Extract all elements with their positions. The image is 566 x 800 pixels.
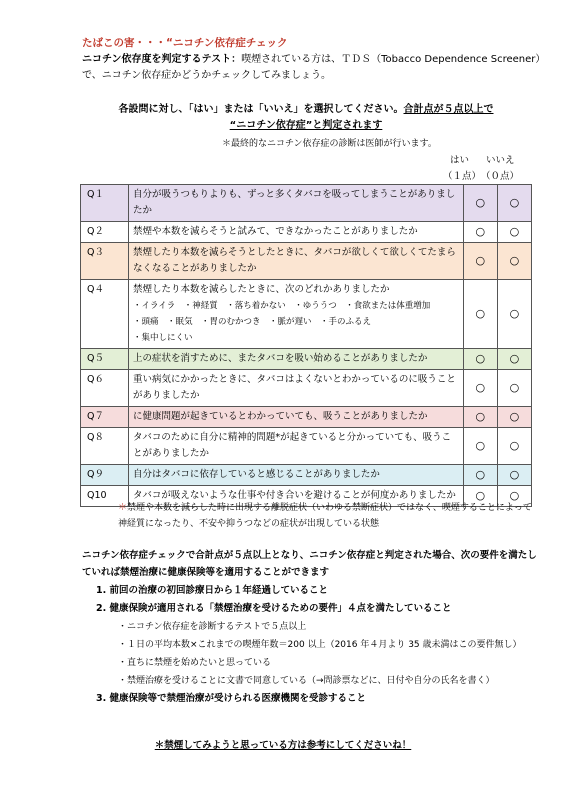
- question-text: 上の症状を消すために、またタバコを吸い始めることがありましたか: [128, 349, 463, 370]
- answer-yes-circle[interactable]: ○: [463, 465, 497, 486]
- answer-no-circle[interactable]: ○: [497, 370, 531, 407]
- answer-no-circle[interactable]: ○: [497, 349, 531, 370]
- closing-message: ＊禁煙してみようと思っている方は参考にしてくださいね！: [154, 740, 412, 751]
- question-text: 自分が吸うつもりよりも、ずっと多くタバコを吸ってしまうことがありましたか: [128, 185, 463, 222]
- answer-no-circle[interactable]: ○: [497, 428, 531, 465]
- page-title: たばこの害・・・“ニコチン依存症チェック: [82, 37, 288, 49]
- question-number: Q５: [81, 349, 129, 370]
- symptom-line: ・集中しにくい: [132, 333, 193, 343]
- answer-points-no: （０点）: [481, 171, 520, 182]
- question-row: [81, 280, 532, 349]
- answer-yes-circle[interactable]: ○: [463, 407, 497, 428]
- question-text: 重い病気にかかったときに、タバコはよくないとわかっているのに吸うことがありましたか: [128, 370, 463, 407]
- question-text: 禁煙や本数を減らそうと試みて、できなかったことがありましたか: [128, 222, 463, 243]
- answer-yes-circle[interactable]: ○: [463, 222, 497, 243]
- question-table: [80, 184, 532, 507]
- instruction-line1: 各設問に対し、「はい」または「いいえ」を選択してください。: [118, 104, 404, 115]
- answer-no-circle[interactable]: ○: [497, 280, 531, 349]
- instruction: [96, 102, 516, 134]
- requirement-item: 3. 健康保険等で禁煙治療が受けられる医療機関を受診すること: [96, 693, 367, 704]
- insurance-condition: ニコチン依存症チェックで合計点が５点以上となり、ニコチン依存症と判定された場合、次の要件を満たしていれば禁煙治療に健康保険等を適用することができます: [82, 550, 537, 578]
- answer-no-circle[interactable]: ○: [497, 243, 531, 280]
- answer-yes-circle[interactable]: ○: [463, 349, 497, 370]
- requirement-sub-item: ・禁煙治療を受けることに文書で同意している（→問診票などに、日付や自分の氏名を書く）: [118, 676, 495, 686]
- question-row: [81, 428, 532, 465]
- question-text: 禁煙したり本数を減らしたときに、次のどれかありましたか: [132, 284, 390, 295]
- answer-points-yes: （１点）: [443, 171, 482, 182]
- question-number: Q３: [81, 243, 129, 280]
- question-row: [81, 370, 532, 407]
- question-text: に健康問題が起きているとわかっていても、吸うことがありましたか: [128, 407, 463, 428]
- requirement-item: 2. 健康保険が適用される「禁煙治療を受けるための要件」４点を満たしていること: [96, 603, 452, 614]
- footnote-text: 禁煙や本数を減らした時に出現する離脱症状（いわゆる禁断症状）ではなく、喫煙することによって神経質になったり、不安や抑うつなどの症状が出現している状態: [118, 503, 532, 529]
- instruction-line2: “ニコチン依存症”と判定されます: [229, 120, 383, 131]
- answer-yes-circle[interactable]: ○: [463, 486, 497, 507]
- footnote: [118, 500, 538, 532]
- requirement-item: 1. 前回の治療の初回診療日から１年経過していること: [96, 585, 329, 596]
- question-text: タバコが吸えないような仕事や付き合いを避けることが何度かありましたか: [128, 486, 463, 507]
- question-number: Q７: [81, 407, 129, 428]
- question-number: Q２: [81, 222, 129, 243]
- question-text: 禁煙したり本数を減らそうとしたときに、タバコが欲しくて欲しくてたまらなくなることがありましたか: [128, 243, 463, 280]
- question-row: [81, 465, 532, 486]
- question-row: [81, 222, 532, 243]
- question-number: Q10: [81, 486, 129, 507]
- question-row: [81, 407, 532, 428]
- intro-text: 喫煙されている方は、ＴＤＳ（Tobacco Dependence Screener）で、ニコチン依存症かどうかチェックしてみましょう。: [82, 54, 541, 81]
- question-number: Q８: [81, 428, 129, 465]
- answer-no-circle[interactable]: ○: [497, 185, 531, 222]
- answer-no-circle[interactable]: ○: [497, 222, 531, 243]
- answer-yes-circle[interactable]: ○: [463, 185, 497, 222]
- question-number: Q１: [81, 185, 129, 222]
- question-text-with-symptoms: [128, 280, 463, 349]
- intro-paragraph: [82, 52, 542, 84]
- requirement-sub-item: ・ニコチン依存症を診断するテストで５点以上: [118, 622, 307, 632]
- question-row: [81, 243, 532, 280]
- requirement-sub-item: ・直ちに禁煙を始めたいと思っている: [118, 658, 272, 668]
- symptom-line: ・イライラ ・神経質 ・落ち着かない ・ゆううつ ・食欲または体重増加: [132, 301, 431, 311]
- question-number: Q６: [81, 370, 129, 407]
- question-row: [81, 349, 532, 370]
- answer-yes-circle[interactable]: ○: [463, 280, 497, 349]
- answer-no-circle[interactable]: ○: [497, 486, 531, 507]
- question-number: Q４: [81, 280, 129, 349]
- requirement-sub-item: ・１日の平均本数×これまでの喫煙年数＝200 以上（2016 年４月より 35 歳未満はこの要件無し）: [118, 640, 522, 650]
- question-text: タバコのために自分に精神的問題*が起きていると分かっていても、吸うことがありましたか: [128, 428, 463, 465]
- question-row: [81, 185, 532, 222]
- diagnosis-note: ＊最終的なニコチン依存症の診断は医師が行います。: [222, 139, 437, 149]
- answer-no-circle[interactable]: ○: [497, 407, 531, 428]
- question-number: Q９: [81, 465, 129, 486]
- answer-yes-circle[interactable]: ○: [463, 243, 497, 280]
- question-text: 自分はタバコに依存していると感じることがありましたか: [128, 465, 463, 486]
- answer-no-circle[interactable]: ○: [497, 465, 531, 486]
- symptom-line: ・頭痛 ・眠気 ・胃のむかつき ・脈が遅い ・手のふるえ: [132, 317, 371, 327]
- intro-lead: ニコチン依存度を判定するテスト：: [82, 54, 242, 65]
- answer-header-no: いいえ: [486, 155, 515, 166]
- answer-header-yes: はい: [450, 155, 470, 166]
- instruction-threshold: 合計点が５点以上で: [403, 104, 494, 115]
- answer-yes-circle[interactable]: ○: [463, 428, 497, 465]
- requirement-list: [96, 582, 542, 708]
- footnote-star: ＊: [118, 503, 128, 513]
- answer-yes-circle[interactable]: ○: [463, 370, 497, 407]
